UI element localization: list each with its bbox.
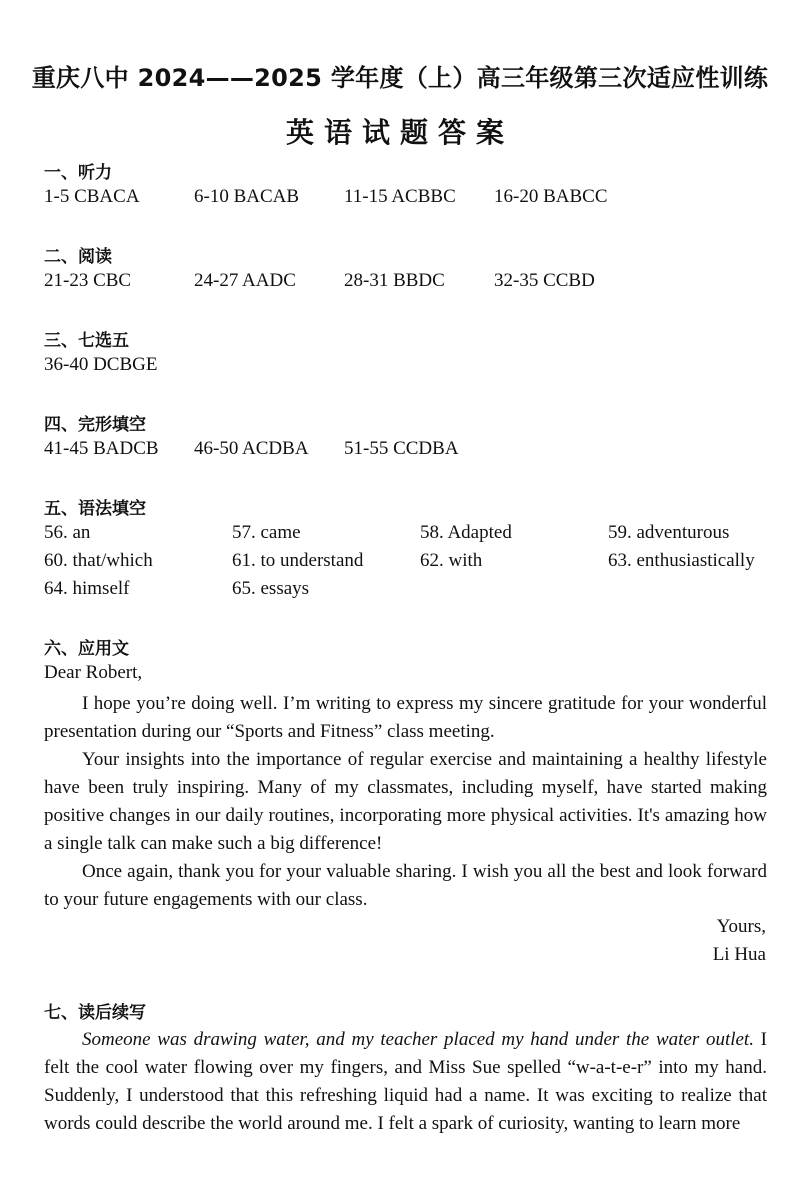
letter-paragraph: I hope you’re doing well. I’m writing to express my sincere gratitude for your wonderful presentation during our “Sports and Fitness” class meeting. [44, 693, 767, 742]
letter-signature: Li Hua [712, 944, 766, 965]
answer-item: 6-10 BACAB [194, 186, 300, 207]
answer-item: 58. Adapted [420, 522, 512, 543]
answer-item: 46-50 ACDBA [194, 438, 309, 459]
section-heading-applied-writing: 六、应用文 [44, 639, 129, 659]
letter-paragraph: Once again, thank you for your valuable sharing. I wish you all the best and look forward to your future engagements with our class. [44, 861, 767, 910]
answer-item: 16-20 BABCC [494, 186, 608, 207]
answer-item: 21-23 CBC [44, 270, 132, 291]
answer-item: 60. that/which [44, 550, 153, 571]
answer-item: 62. with [420, 550, 483, 571]
page-subtitle: 英语试题答案 [285, 116, 514, 149]
answer-item: 1-5 CBACA [44, 186, 140, 207]
answer-item: 28-31 BBDC [344, 270, 445, 291]
page-title: 重庆八中 2024——2025 学年度（上）高三年级第三次适应性训练 [31, 64, 769, 92]
answer-item: 65. essays [232, 578, 310, 599]
answer-item: 56. an [44, 522, 91, 543]
answer-item: 36-40 DCBGE [44, 354, 158, 375]
answer-item: 63. enthusiastically [608, 550, 755, 571]
section-heading-continuation: 七、读后续写 [44, 1003, 146, 1023]
letter-closing: Yours, [716, 916, 766, 937]
answer-item: 11-15 ACBBC [344, 186, 456, 207]
section-heading-listening: 一、听力 [44, 163, 112, 183]
answer-item: 32-35 CCBD [494, 270, 595, 291]
answer-item: 24-27 AADC [194, 270, 296, 291]
answer-item: 57. came [232, 522, 301, 543]
continuation-paragraph [44, 1026, 767, 1138]
answer-item: 41-45 BADCB [44, 438, 159, 459]
letter-salutation: Dear Robert, [44, 662, 143, 683]
section-heading-reading: 二、阅读 [44, 247, 112, 267]
section-heading-seven-five: 三、七选五 [44, 331, 129, 351]
answer-item: 59. adventurous [608, 522, 730, 543]
answer-item: 51-55 CCDBA [344, 438, 459, 459]
answer-item: 64. himself [44, 578, 130, 599]
section-heading-cloze: 四、完形填空 [44, 415, 146, 435]
answer-item: 61. to understand [232, 550, 364, 571]
continuation-body-text: I felt the cool water flowing over my fingers, and Miss Sue spelled “w-a-t-e-r” into my hand. Suddenly, I understood that this refreshing liquid had a name. It was exciting to realize that words could describe the world around me. I felt a spark of curiosity, wanting to learn more [44, 1029, 768, 1134]
letter-paragraph: Your insights into the importance of regular exercise and maintaining a healthy lifestyle have been truly inspiring. Many of my classmates, including myself, have started making positive changes in our daily routines, incorporating more physical activities. It's amazing how a single talk can make such a big difference! [44, 749, 767, 854]
continuation-opening-sentence: Someone was drawing water, and my teacher placed my hand under the water outlet. [82, 1029, 754, 1050]
section-heading-grammar: 五、语法填空 [44, 499, 146, 519]
